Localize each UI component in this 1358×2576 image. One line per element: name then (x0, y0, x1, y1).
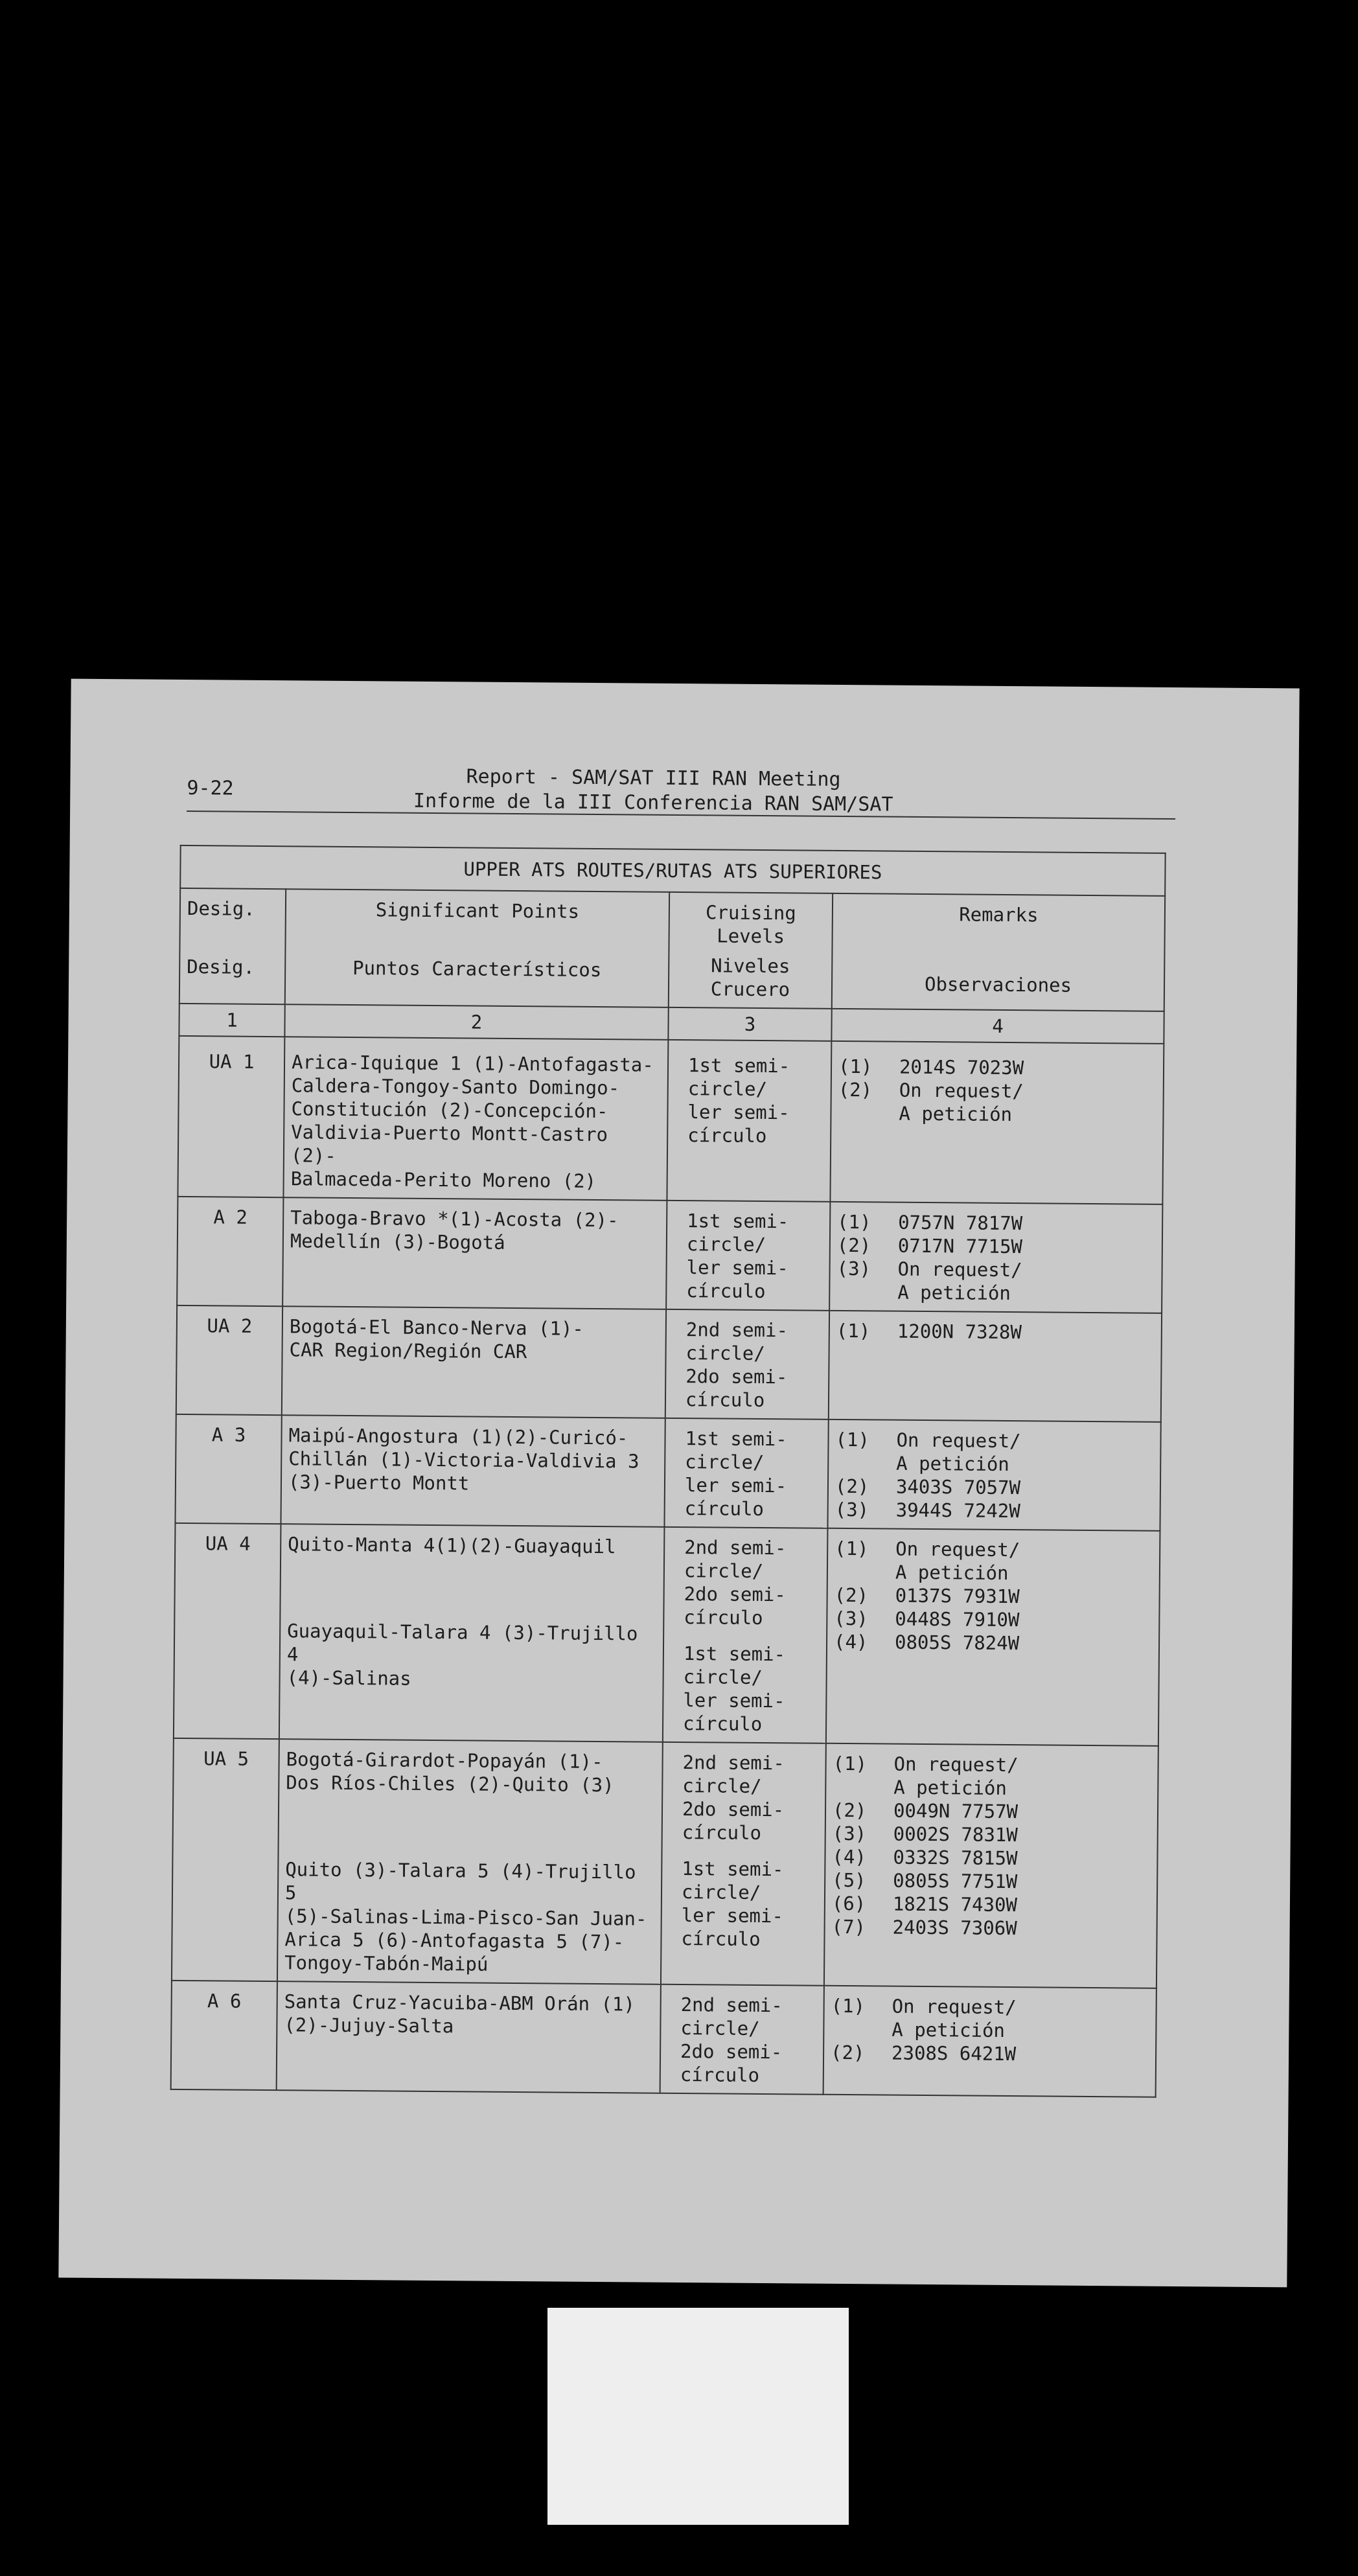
remark-number: (4) (832, 1845, 866, 1869)
route-points: Arica-Iquique 1 (1)-Antofagasta- Caldera-Tongoy-Santo Domingo- Constitución (2)-Concepción- Valdivia-Puerto Montt-Castro (2)- Balmaceda-Perito Moreno (2) (283, 1037, 668, 1201)
remark-item (831, 1994, 1149, 2043)
route-levels-segment: 2nd semi- circle/ 2do semi- círculo (684, 1536, 787, 1629)
remark-number: (5) (832, 1869, 866, 1892)
route-levels (661, 1742, 826, 1986)
remark-text: 0805S 7751W (893, 1869, 1018, 1893)
route-remarks (830, 1041, 1164, 1204)
remark-text: On request/ A petición (899, 1079, 1024, 1126)
remark-item (835, 1498, 1153, 1524)
route-points: Santa Cruz-Yacuiba-ABM Orán (1) (2)-Jujuy-Salta (277, 1981, 661, 2093)
route-points-segment: Bogotá-Girardot-Popayán (1)- Dos Ríos-Chiles (2)-Quito (3) (286, 1748, 614, 1797)
remark-item (833, 1822, 1151, 1848)
remark-item (834, 1630, 1152, 1656)
remark-text: On request/ A petición (897, 1258, 1022, 1305)
remark-text: 0332S 7815W (893, 1846, 1018, 1870)
route-row (176, 1305, 1162, 1422)
routes-table (170, 845, 1166, 2098)
remark-number: (2) (830, 2041, 865, 2064)
route-row (177, 1197, 1162, 1313)
col-header-desig-en: Desig. (187, 897, 255, 920)
remark-text: 3944S 7242W (895, 1499, 1020, 1523)
remark-number: (2) (832, 1799, 867, 1822)
remark-item (837, 1210, 1155, 1236)
col-number: 3 (668, 1007, 831, 1041)
table-title: UPPER ATS ROUTES/RUTAS ATS SUPERIORES (180, 845, 1165, 896)
remark-number: (1) (836, 1319, 871, 1342)
route-points (277, 1739, 663, 1984)
col-header-levels-es: Niveles Crucero (710, 954, 790, 1001)
route-points-segment: Guayaquil-Talara 4 (3)-Trujillo 4 (4)-Salinas (286, 1620, 638, 1690)
route-remarks (829, 1311, 1162, 1422)
remark-text: 0757N 7817W (898, 1211, 1023, 1235)
remark-item (837, 1234, 1155, 1259)
route-levels: 1st semi- circle/ ler semi- círculo (666, 1201, 830, 1311)
remark-text: 2014S 7023W (899, 1055, 1024, 1079)
route-remarks (826, 1528, 1160, 1746)
remark-number: (4) (833, 1630, 868, 1653)
remark-text: On request/ A petición (893, 1753, 1019, 1799)
column-header-row (179, 888, 1165, 1011)
remark-number: (7) (831, 1915, 866, 1938)
remark-number: (1) (838, 1055, 873, 1078)
col-header-points-en: Significant Points (375, 899, 580, 923)
remark-text: On request/ A petición (892, 1995, 1017, 2041)
remark-text: 0049N 7757W (893, 1799, 1019, 1823)
col-number: 1 (179, 1004, 284, 1037)
route-points: Taboga-Bravo *(1)-Acosta (2)- Medellín (3)-Bogotá (282, 1197, 667, 1309)
remark-text: 2308S 6421W (891, 2041, 1017, 2065)
remark-item (835, 1428, 1154, 1477)
route-levels-segment: 1st semi- circle/ ler semi- círculo (681, 1857, 784, 1951)
col-header-desig (179, 888, 286, 1004)
table-title-row (180, 845, 1165, 896)
blank-card (547, 2308, 849, 2525)
route-row (178, 1036, 1164, 1204)
route-points (279, 1524, 665, 1742)
route-remarks (827, 1420, 1160, 1531)
remark-number: (1) (837, 1210, 871, 1234)
route-points-segment: Quito (3)-Talara 5 (4)-Trujillo 5 (5)-Salinas-Lima-Pisco-San Juan- Arica 5 (6)-Antofagasta 5 (7)- Tongoy-Tabón-Maipú (284, 1858, 647, 1975)
route-remarks (824, 1743, 1158, 1988)
col-header-remarks-es: Observaciones (924, 972, 1072, 996)
route-row (175, 1414, 1160, 1531)
remark-number: (2) (838, 1078, 873, 1101)
route-designator: UA 4 (174, 1523, 281, 1739)
remark-text: 1200N 7328W (897, 1320, 1022, 1344)
remark-number: (1) (831, 1994, 866, 2018)
remark-number: (2) (834, 1475, 869, 1498)
remark-item (835, 1475, 1153, 1501)
remark-item (832, 1845, 1150, 1871)
route-levels-segment: 2nd semi- circle/ 2do semi- círculo (682, 1751, 785, 1845)
remark-number: (1) (834, 1537, 869, 1560)
remark-item (831, 2041, 1149, 2067)
route-levels-segment: 1st semi- circle/ ler semi- círculo (682, 1642, 786, 1736)
remark-text: 0137S 7931W (895, 1584, 1020, 1608)
col-header-desig-es: Desig. (187, 956, 255, 978)
remark-number: (3) (832, 1822, 867, 1845)
route-row (172, 1738, 1158, 1988)
route-designator: A 3 (175, 1414, 281, 1524)
remark-item (836, 1319, 1155, 1345)
col-header-remarks (832, 893, 1165, 1011)
remark-number: (3) (834, 1607, 868, 1630)
remark-text: 0805S 7824W (894, 1631, 1020, 1655)
route-points: Bogotá-El Banco-Nerva (1)- CAR Region/Región CAR (282, 1306, 666, 1418)
col-header-points (285, 889, 669, 1007)
remark-text: 0717N 7715W (897, 1234, 1023, 1258)
report-title-es: Informe de la III Conferencia RAN SAM/SAT (413, 789, 893, 816)
route-points-segment: Quito-Manta 4(1)(2)-Guayaquil (288, 1533, 616, 1558)
remark-text: On request/ A petición (895, 1537, 1020, 1584)
col-header-points-es: Puntos Característicos (352, 957, 602, 982)
route-levels: 2nd semi- circle/ 2do semi- círculo (665, 1309, 829, 1420)
report-header (329, 764, 978, 818)
remark-item (833, 1752, 1151, 1801)
remark-item (834, 1537, 1153, 1586)
route-row (171, 1981, 1157, 2097)
route-remarks (829, 1202, 1162, 1313)
route-designator: UA 2 (176, 1305, 282, 1415)
remark-text: 0002S 7831W (893, 1823, 1018, 1846)
route-levels: 1st semi- circle/ ler semi- círculo (667, 1040, 831, 1202)
remark-number: (1) (835, 1428, 870, 1451)
remark-item (838, 1055, 1157, 1081)
route-designator: UA 5 (172, 1738, 279, 1981)
route-levels: 2nd semi- circle/ 2do semi- círculo (660, 1984, 824, 2095)
remark-item (834, 1583, 1153, 1609)
col-header-remarks-en: Remarks (959, 903, 1039, 926)
remark-item (833, 1799, 1151, 1824)
route-designator: A 6 (171, 1981, 277, 2090)
remark-text: 0448S 7910W (895, 1607, 1020, 1631)
remark-number: (3) (834, 1498, 869, 1521)
document-page (58, 679, 1299, 2288)
route-designator: UA 1 (178, 1036, 284, 1197)
remark-item (834, 1607, 1152, 1633)
page-number: 9-22 (187, 777, 234, 800)
remark-text: 2403S 7306W (892, 1916, 1017, 1940)
col-header-levels-en: Cruising Levels (705, 901, 796, 948)
col-number: 2 (284, 1004, 668, 1040)
remark-number: (1) (833, 1752, 868, 1775)
col-header-levels (669, 892, 833, 1009)
route-remarks (823, 1986, 1157, 2097)
remark-text: 1821S 7430W (892, 1892, 1018, 1916)
remark-number: (2) (836, 1234, 871, 1257)
remark-text: 3403S 7057W (895, 1475, 1021, 1499)
col-number: 4 (831, 1009, 1164, 1044)
remark-item (832, 1892, 1150, 1918)
remark-item (836, 1257, 1155, 1306)
remark-number: (3) (836, 1257, 871, 1280)
route-levels (663, 1527, 828, 1743)
report-title-en: Report - SAM/SAT III RAN Meeting (466, 765, 841, 791)
route-points: Maipú-Angostura (1)(2)-Curicó- Chillán (1)-Victoria-Valdivia 3 (3)-Puerto Montt (281, 1415, 665, 1527)
route-row (174, 1523, 1160, 1746)
route-levels: 1st semi- circle/ ler semi- círculo (664, 1418, 828, 1528)
remark-item (838, 1078, 1157, 1127)
remark-text: On request/ A petición (896, 1429, 1021, 1476)
route-designator: A 2 (177, 1197, 283, 1306)
remark-number: (6) (831, 1892, 866, 1915)
remark-number: (2) (834, 1583, 869, 1607)
remark-item (832, 1869, 1150, 1894)
remark-item (831, 1915, 1149, 1941)
